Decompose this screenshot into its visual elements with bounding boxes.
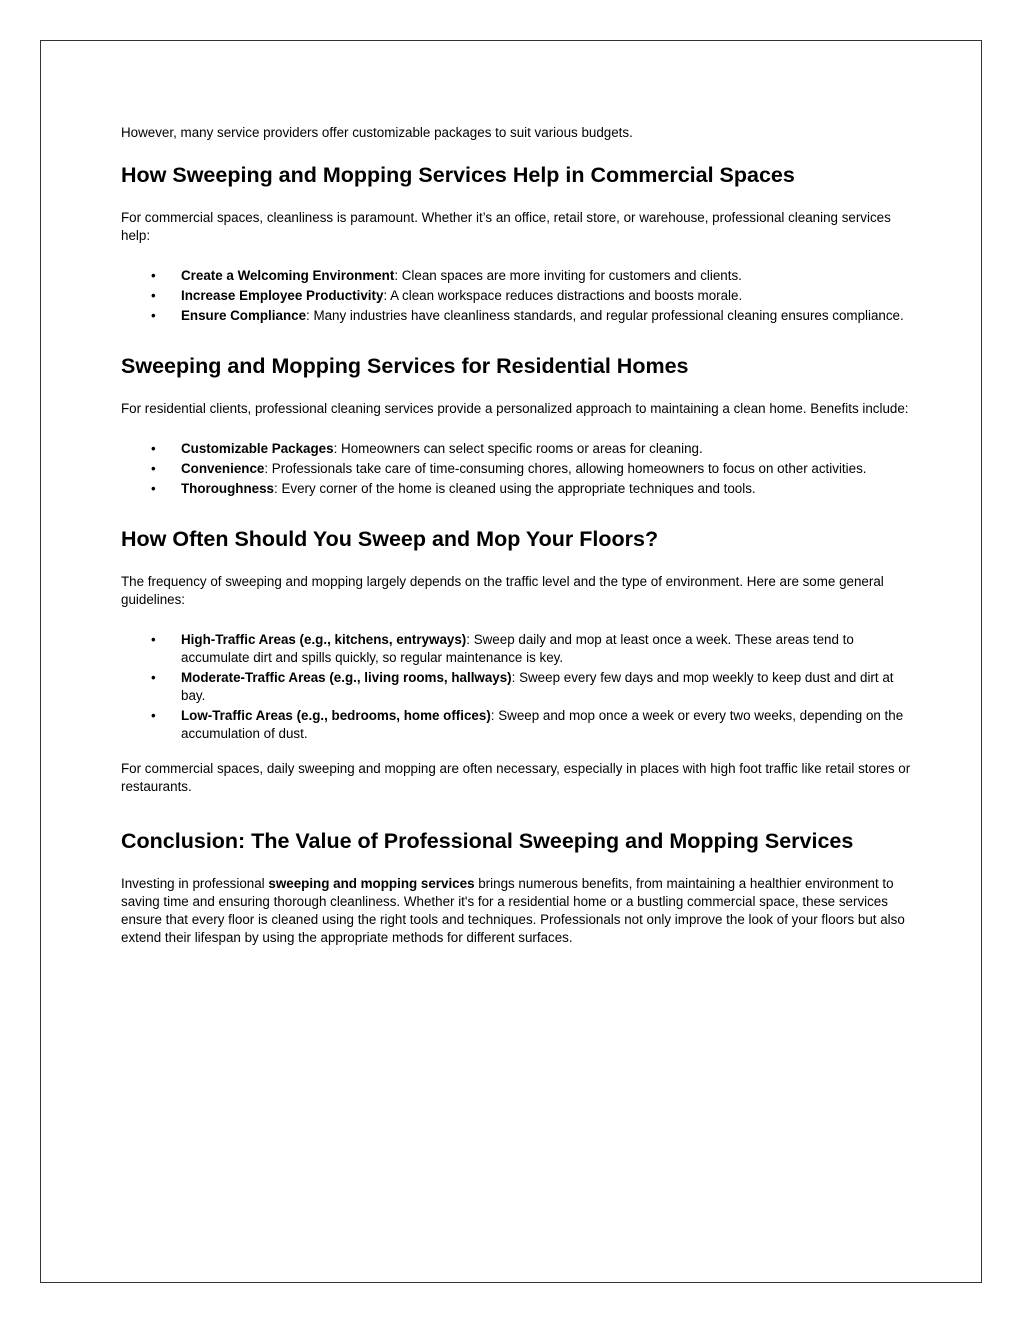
list-item-term: Increase Employee Productivity — [181, 288, 384, 303]
conclusion-text-bold: sweeping and mopping services — [268, 876, 475, 891]
document-content — [121, 124, 911, 947]
list-item — [121, 267, 911, 285]
bullet-icon: • — [151, 461, 156, 476]
list-item-text: : Sweep and mop once a week or every two weeks, depending on the accumulation of dust. — [181, 708, 904, 741]
residential-paragraph: For residential clients, professional cleaning services provide a personalized approach to maintaining a clean home. Benefits include: — [121, 401, 909, 416]
intro-paragraph: However, many service providers offer customizable packages to suit various budgets. — [121, 125, 633, 140]
bullet-icon: • — [151, 632, 156, 647]
list-item — [121, 631, 911, 667]
frequency-paragraph: The frequency of sweeping and mopping largely depends on the traffic level and the type of environment. Here are some general guidelines: — [121, 574, 884, 607]
commercial-heading: How Sweeping and Mopping Services Help in Commercial Spaces — [121, 163, 795, 187]
list-item-text: : A clean workspace reduces distractions and boosts morale. — [383, 288, 743, 303]
list-item-term: Ensure Compliance — [181, 308, 307, 323]
list-item-term: Thoroughness — [181, 481, 274, 496]
list-item-text: : Sweep daily and mop at least once a week. These areas tend to accumulate dirt and spills quickly, so regular maintenance is key. — [181, 632, 854, 665]
bullet-icon: • — [151, 708, 156, 723]
conclusion-heading: Conclusion: The Value of Professional Sweeping and Mopping Services — [121, 829, 854, 853]
list-item-text: : Professionals take care of time-consuming chores, allowing homeowners to focus on other activities. — [264, 461, 867, 476]
list-item — [121, 287, 911, 305]
residential-list — [121, 440, 911, 498]
list-item — [121, 460, 911, 478]
frequency-heading: How Often Should You Sweep and Mop Your Floors? — [121, 527, 659, 551]
frequency-list — [121, 631, 911, 743]
bullet-icon: • — [151, 288, 156, 303]
bullet-icon: • — [151, 268, 156, 283]
list-item-term: Create a Welcoming Environment — [181, 268, 395, 283]
list-item — [121, 480, 911, 498]
list-item — [121, 307, 911, 325]
conclusion-text-end: brings numerous benefits, from maintaining a healthier environment to saving time and ensuring thorough cleanliness. Whether it's for a residential home or a bustling commercial space, these services ensure that every floor is cleaned using the right tools and techniques. Professionals not only improve the look of your floors but also extend their lifespan by using the appropriate methods for different surfaces. — [121, 876, 905, 945]
frequency-after-paragraph: For commercial spaces, daily sweeping and mopping are often necessary, especially in places with high foot traffic like retail stores or restaurants. — [121, 761, 911, 794]
document-page — [40, 40, 982, 1283]
list-item-term: Moderate-Traffic Areas (e.g., living rooms, hallways) — [181, 670, 512, 685]
list-item-term: High-Traffic Areas (e.g., kitchens, entryways) — [181, 632, 467, 647]
bullet-icon: • — [151, 481, 156, 496]
conclusion-text-start: Investing in professional — [121, 876, 269, 891]
list-item — [121, 669, 911, 705]
list-item-text: : Every corner of the home is cleaned using the appropriate techniques and tools. — [274, 481, 756, 496]
commercial-list — [121, 267, 911, 325]
bullet-icon: • — [151, 308, 156, 323]
list-item-term: Customizable Packages — [181, 441, 334, 456]
conclusion-paragraph — [121, 875, 911, 947]
list-item-term: Convenience — [181, 461, 265, 476]
list-item-text: : Homeowners can select specific rooms or areas for cleaning. — [333, 441, 703, 456]
list-item-text: : Clean spaces are more inviting for customers and clients. — [394, 268, 742, 283]
list-item — [121, 707, 911, 743]
list-item-term: Low-Traffic Areas (e.g., bedrooms, home offices) — [181, 708, 491, 723]
list-item — [121, 440, 911, 458]
commercial-paragraph: For commercial spaces, cleanliness is paramount. Whether it’s an office, retail store, or warehouse, professional cleaning services help: — [121, 210, 891, 243]
list-item-text: : Many industries have cleanliness standards, and regular professional cleaning ensures compliance. — [306, 308, 904, 323]
bullet-icon: • — [151, 670, 156, 685]
list-item-text: : Sweep every few days and mop weekly to keep dust and dirt at bay. — [181, 670, 894, 703]
residential-heading: Sweeping and Mopping Services for Residential Homes — [121, 354, 689, 378]
bullet-icon: • — [151, 441, 156, 456]
